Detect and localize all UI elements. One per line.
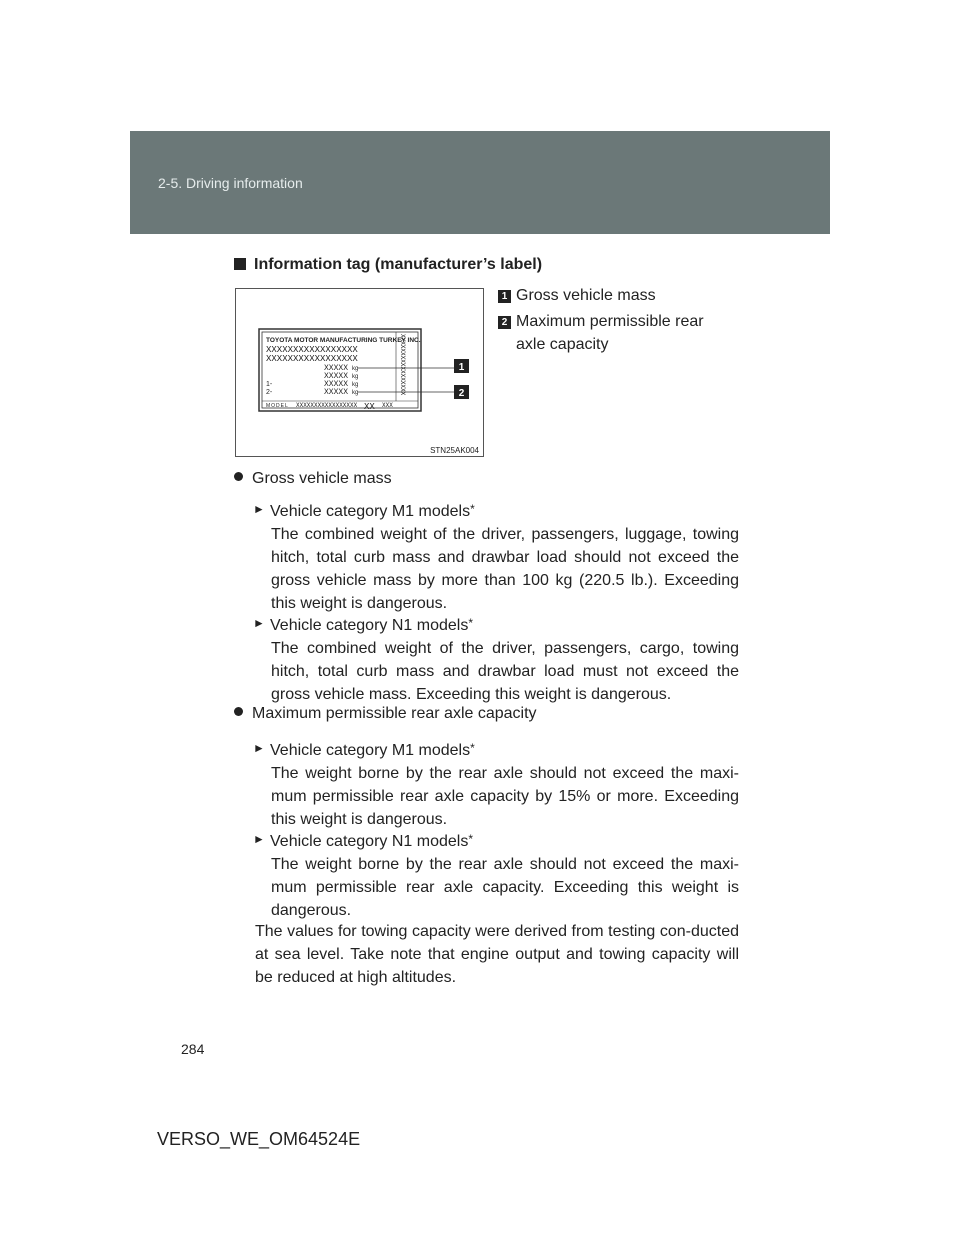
subsection-m1-gross	[255, 498, 739, 615]
tag-model-label: MODEL	[266, 403, 289, 409]
callout-text-1: Gross vehicle mass	[516, 287, 656, 304]
square-bullet-icon	[234, 258, 246, 270]
tag-code-line-1: XXXXXXXXXXXXXXXXX	[266, 345, 358, 355]
tag-model-suffix: XXX	[382, 402, 393, 409]
tag-model-code: XXXXXXXXXXXXXXXXX	[296, 402, 358, 409]
section-title-text: Information tag (manufacturer’s label)	[254, 256, 543, 273]
callout-text-2-line1: Maximum permissible rear	[516, 313, 704, 330]
arrow-icon: ►	[253, 502, 265, 516]
callout-description-1	[498, 284, 656, 307]
tag-unit-3: kg	[352, 382, 359, 388]
arrow-icon: ►	[253, 616, 265, 630]
subsection-body: The weight borne by the rear axle should not exceed the maxi-mum permissible rear axle capacity. Exceeding this weight is dangerous.	[271, 856, 739, 919]
callout-badge-2-text: 2	[458, 388, 465, 399]
subsection-heading: Vehicle category N1 models*	[270, 832, 473, 850]
tag-unit-2: kg	[352, 374, 359, 380]
subsection-heading: Vehicle category M1 models*	[270, 741, 475, 759]
bullet-heading-text: Maximum permissible rear axle capacity	[252, 705, 537, 722]
tag-mass-4: XXXXX	[324, 388, 349, 397]
bullet-heading-text: Gross vehicle mass	[252, 470, 392, 487]
closing-paragraph: The values for towing capacity were derived from testing con-ducted at sea level. Take note that engine output and towing capacity will be reduced at high altitudes.	[255, 923, 739, 986]
tag-unit-4: kg	[352, 390, 359, 396]
bullet-heading-rear-axle-capacity	[234, 705, 537, 723]
tag-axle-1: 1-	[266, 381, 273, 388]
bullet-icon	[234, 707, 243, 716]
label-illustration	[235, 288, 484, 457]
callout-number-1: 1	[498, 290, 511, 303]
subsection-n1-gross	[255, 612, 739, 706]
arrow-icon: ►	[253, 832, 265, 846]
tag-code-line-2: XXXXXXXXXXXXXXXXX	[266, 354, 358, 364]
subsection-heading: Vehicle category N1 models*	[270, 616, 473, 634]
callout-badge-1-text: 1	[458, 362, 465, 373]
bullet-icon	[234, 472, 243, 481]
tag-mass-3: XXXXX	[324, 380, 349, 389]
subsection-body: The weight borne by the rear axle should not exceed the maxi-mum permissible rear axle capacity by 15% or more. Exceeding this weight is dangerous.	[271, 765, 739, 828]
subsection-body: The combined weight of the driver, passengers, cargo, towing hitch, total curb mass and drawbar load must not exceed the gross vehicle mass. Exceeding this weight is dangerous.	[271, 640, 739, 703]
tag-unit-1: kg	[352, 366, 359, 372]
arrow-icon: ►	[253, 741, 265, 755]
callout-text-2-line2: axle capacity	[516, 336, 609, 353]
callout-number-2: 2	[498, 316, 511, 329]
subsection-m1-axle	[255, 737, 739, 831]
section-title	[234, 256, 542, 274]
tag-mass-2: XXXXX	[324, 372, 349, 381]
callout-description-2	[498, 310, 738, 356]
label-illustration-svg	[236, 289, 485, 458]
document-code: VERSO_WE_OM64524E	[157, 1129, 361, 1149]
subsection-body: The combined weight of the driver, passengers, luggage, towing hitch, total curb mass and drawbar load should not exceed the gross vehicle mass by more than 100 kg (220.5 lb.). Exceeding this weight is dangerous.	[271, 526, 739, 612]
tag-model-suffix-large: XX	[364, 402, 375, 412]
subsection-n1-axle	[255, 828, 739, 922]
tag-axle-2: 2-	[266, 389, 273, 396]
section-breadcrumb: 2-5. Driving information	[158, 175, 303, 191]
subsection-heading: Vehicle category M1 models*	[270, 502, 475, 520]
page-number: 284	[181, 1041, 205, 1057]
tag-mass-1: XXXXX	[324, 364, 349, 373]
tag-heading: TOYOTA MOTOR MANUFACTURING TURKEY INC.	[266, 337, 421, 344]
bullet-heading-gross-vehicle-mass	[234, 470, 392, 488]
figure-code: STN25AK004	[430, 446, 479, 455]
tag-side-text: XXXXXXXXXXXXXXXXX	[399, 334, 406, 396]
